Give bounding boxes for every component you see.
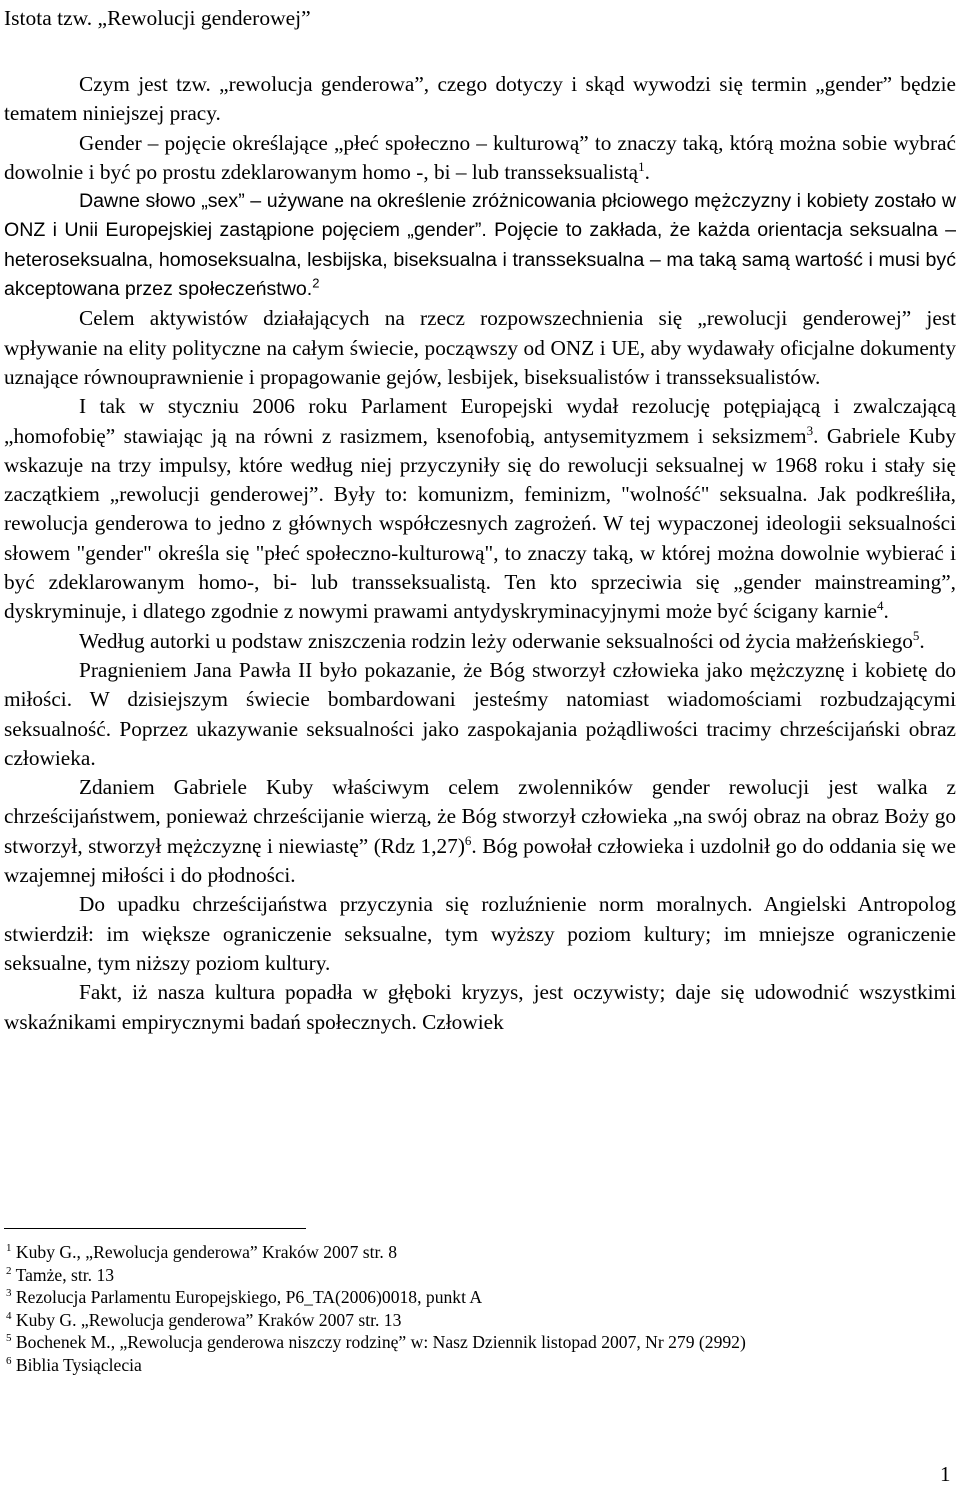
footnote-text: Kuby G. „Rewolucja genderowa” Kraków 2007 str. 13	[15, 1309, 402, 1330]
footnote-number: 5	[6, 1332, 12, 1345]
footnote-number: 3	[6, 1287, 12, 1300]
footnote-text: Kuby G., „Rewolucja genderowa” Kraków 2007 str. 8	[15, 1242, 398, 1262]
paragraph-4-text: Celem aktywistów działających na rzecz rozpowszechnienia się „rewolucji genderowej” jest wpływanie na elity polityczne na całym świecie, począwszy od ONZ i UE, aby wydawały oficjalne dokumenty uznające równouprawnienie i propagowanie gejów, lesbijek, biseksualistów i transseksualistów.	[4, 306, 956, 389]
footnote-number: 1	[6, 1242, 12, 1255]
footnote-number: 6	[6, 1355, 12, 1368]
footnote-ref-5: 5	[912, 627, 920, 643]
footnote-number: 4	[6, 1309, 12, 1322]
document-body	[4, 70, 956, 1037]
paragraph-4	[4, 304, 956, 392]
paragraph-8-text-a: Zdaniem Gabriele Kuby właściwym celem zwolenników gender rewolucji jest walka z chrześcijaństwem, ponieważ chrześcijanie wierzą, że Bóg stworzył człowieka „na swój obraz na obraz Boży go stworzył, stworzył mężczyznę i niewiastę” (Rdz 1,27)	[4, 775, 956, 858]
paragraph-7-text: Pragnieniem Jana Pawła II było pokazanie, że Bóg stworzył człowieka jako mężczyznę i kobietę do miłości. W dzisiejszym świecie bombardowani jesteśmy natomiast wiadomościami rozbudzającymi seksualność. Poprzez ukazywanie seksualności jako zaspokajania pożądliwości tracimy chrześcijański obraz człowieka.	[4, 657, 956, 770]
footnote	[6, 1309, 946, 1332]
footnote	[6, 1354, 946, 1377]
paragraph-1-text: Czym jest tzw. „rewolucja genderowa”, czego dotyczy i skąd wywodzi się termin „gender” będzie tematem niniejszej pracy.	[4, 72, 956, 126]
footnote	[6, 1331, 946, 1354]
paragraph-6: Według autorki u podstaw zniszczenia rodzin leży oderwanie seksualności od życia małżeńskiego$^5$.	[79, 627, 925, 653]
footnote-text: Rezolucja Parlamentu Europejskiego, P6_TA(2006)0018, punkt A	[15, 1287, 483, 1308]
paragraph-1	[4, 70, 956, 129]
footnote-ref-1: 1	[638, 158, 645, 174]
footnote-separator	[4, 1228, 306, 1229]
paragraph-3-text: Dawne słowo „sex” – używane na określenie zróżnicowania płciowego mężczyzny i kobiety zostało w ONZ i Unii Europejskiej zastąpione pojęciem „gender”. Pojęcie to zakłada, że każda orientacja seksualna – heteroseksualna, homoseksualna, lesbijska, biseksualna i transseksualna – ma taką samą wartość i musi być akceptowana przez społeczeństwo.	[4, 190, 956, 301]
footnote-text: Tamże, str. 13	[15, 1264, 115, 1285]
footnote	[6, 1286, 946, 1309]
paragraph-5: I tak w styczniu 2006 roku Parlament Europejski wydał rezolucję potępiającą i zwalczającą „homofobię” stawiając ją na równi z rasizmem, ksenofobią, antysemityzmem i seksizmem$^3$. Gabriele Kuby wskazuje na trzy impulsy, które według niej przyczyniły się do rewolucji seksualnej w 1968 roku i stały się zaczątkiem „rewolucji genderowej”. Były to: komunizm, feminizm, "wolność" seksualna. Jak podkreśliła, rewolucja genderowa to jedno z głównych współczesnych zagrożeń. W tej wypaczonej ideologii seksualności słowem "gender" określa się "płeć społeczno-kulturową", to znaczy taką, w której można dowolnie wybierać i być zdeklarowanym homo-, bi- lub transseksualistą. Ten kto sprzeciwia się „gender mainstreaming”, dyskryminuje, i dlatego zgodnie z nowymi prawami antydyskryminacyjnymi może być ścigany karnie$^4$.	[4, 394, 956, 624]
paragraph-5-text-a: I tak w styczniu 2006 roku Parlament Europejski wydał rezolucję potępiającą i zwalczającą „homofobię” stawiając ją na równi z rasizmem, ksenofobią, antysemityzmem i seksizmem	[4, 394, 956, 448]
paragraph-2-text: Gender – pojęcie określające „płeć społeczno – kulturową” to znaczy taką, którą można sobie wybrać dowolnie i być po prostu zdeklarowanym homo -, bi – lub transseksualistą	[4, 130, 956, 184]
paragraph-2: Gender – pojęcie określające „płeć społeczno – kulturową” to znaczy taką, którą można sobie wybrać dowolnie i być po prostu zdeklarowanym homo -, bi – lub transseksualistą$^1$.	[4, 130, 956, 184]
paragraph-5-text-b: . Gabriele Kuby wskazuje na trzy impulsy, które według niej przyczyniły się do rewolucji seksualnej w 1968 roku i stały się zaczątkiem „rewolucji genderowej”. Były to: komunizm, feminizm, "wolność" seksualna. Jak podkreśliła, rewolucja genderowa to jedno z głównych współczesnych zagrożeń. W tej wypaczonej ideologii seksualności słowem "gender" określa się "płeć społeczno-kulturową", to znaczy taką, w której można dowolnie wybierać i być zdeklarowanym homo-, bi- lub transseksualistą. Ten kto sprzeciwia się „gender mainstreaming”, dyskryminuje, i dlatego zgodnie z nowymi prawami antydyskryminacyjnymi może być ścigany karnie	[4, 423, 956, 624]
document-title: Istota tzw. „Rewolucji genderowej”	[4, 6, 311, 30]
paragraph-6-text: Według autorki u podstaw zniszczenia rodzin leży oderwanie seksualności od życia małżeńskiego	[79, 628, 913, 653]
footnote-ref-4: 4	[876, 598, 884, 614]
footnote-ref-3: 3	[806, 422, 814, 438]
footnote-text: Biblia Tysiąclecia	[15, 1354, 142, 1375]
paragraph-10-text: Fakt, iż nasza kultura popadła w głęboki kryzys, jest oczywisty; daje się udowodnić wszystkimi wskaźnikami empirycznymi badań społecznych. Człowiek	[4, 980, 956, 1034]
paragraph-8-text-b: . Bóg powołał człowieka i uzdolnił go do oddania się we wzajemnej miłości i do płodności.	[4, 833, 957, 888]
page-number: 1	[940, 1462, 951, 1486]
footnote-ref-6: 6	[464, 832, 472, 848]
paragraph-10	[4, 978, 956, 1037]
paragraph-9-text: Do upadku chrześcijaństwa przyczynia się rozluźnienie norm moralnych. Angielski Antropolog stwierdził: im większe ograniczenie seksualne, tym wyższy poziom kultury; im mniejsze ograniczenie seksualne, tym niższy poziom kultury.	[4, 892, 956, 975]
paragraph-9	[4, 890, 956, 978]
footnote-number: 2	[6, 1264, 12, 1277]
paragraph-7	[4, 656, 956, 773]
footnotes	[6, 1241, 946, 1377]
footnote	[6, 1241, 946, 1264]
paragraph-8	[4, 773, 956, 890]
footnote-ref-2: 2	[312, 275, 320, 291]
paragraph-3	[4, 187, 956, 304]
footnote-text: Bochenek M., „Rewolucja genderowa niszczy rodzinę” w: Nasz Dziennik listopad 2007, Nr 279 (2992)	[15, 1332, 746, 1353]
footnote	[6, 1264, 946, 1287]
